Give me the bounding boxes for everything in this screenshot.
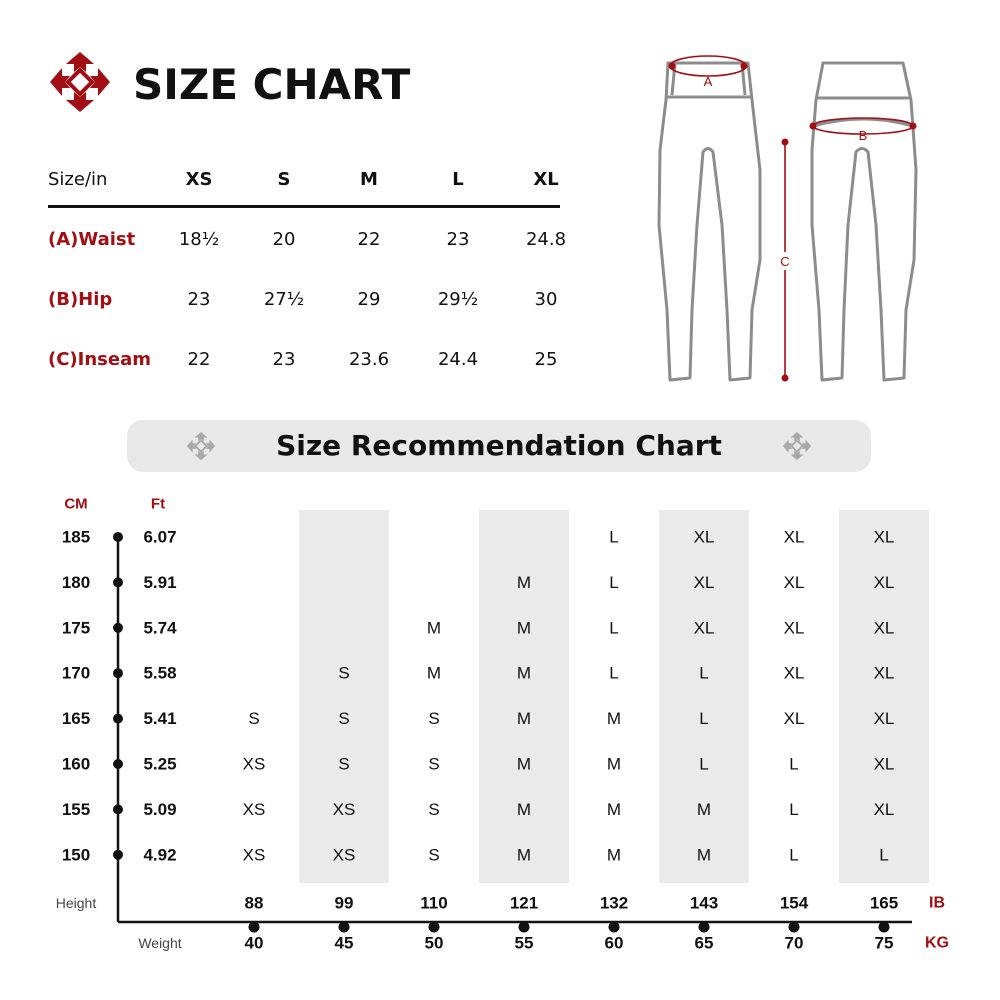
grid-size-cell: XL	[873, 709, 895, 729]
grid-size-cell: M	[696, 799, 712, 819]
table-cell: 29½	[437, 289, 479, 310]
grid-size-cell: XS	[242, 845, 266, 865]
label-c: C	[780, 254, 790, 269]
grid-size-cell: L	[609, 572, 619, 592]
height-tick-dot	[113, 714, 123, 724]
shaded-column	[659, 510, 749, 883]
row-label-waist: (A)Waist	[48, 229, 136, 250]
grid-size-cell: XS	[332, 799, 356, 819]
weight-lb-label: 110	[420, 893, 448, 913]
grid-size-cell: M	[516, 663, 532, 683]
height-cm-label: 150	[61, 845, 91, 865]
grid-size-cell: M	[516, 845, 532, 865]
four-arrow-star-logo-icon	[48, 50, 112, 114]
weight-tick-dot	[699, 922, 710, 933]
height-tick-dot	[113, 532, 123, 542]
weight-lb-label: 121	[509, 893, 539, 913]
height-tick-dot	[113, 804, 123, 814]
weight-lb-label: 99	[334, 893, 354, 913]
grid-size-cell: L	[699, 663, 709, 683]
weight-tick-dot	[339, 922, 350, 933]
height-cm-label: 160	[61, 754, 91, 774]
table-cell: 23.6	[348, 349, 390, 370]
weight-lb-label: 154	[779, 893, 809, 913]
leggings-front-view	[659, 63, 760, 380]
grid-size-cell: L	[699, 754, 709, 774]
weight-kg-label: 55	[514, 933, 534, 953]
size-header-xl: XL	[533, 169, 559, 190]
grid-size-cell: M	[516, 754, 532, 774]
height-ft-label: 5.41	[143, 709, 177, 729]
weight-tick-dot	[519, 922, 530, 933]
height-cm-label: 175	[61, 618, 91, 638]
weight-kg-label: 40	[244, 933, 264, 953]
height-ft-label: 5.25	[143, 754, 177, 774]
grid-size-cell: S	[338, 663, 350, 683]
grid-size-cell: XS	[332, 845, 356, 865]
height-ft-label: 4.92	[143, 845, 177, 865]
height-ft-label: 5.74	[143, 618, 177, 638]
grid-size-cell: XL	[873, 754, 895, 774]
grid-size-cell: M	[606, 709, 622, 729]
grid-size-cell: M	[606, 845, 622, 865]
grid-size-cell: M	[516, 799, 532, 819]
grid-size-cell: M	[516, 618, 532, 638]
height-ft-label: 5.58	[143, 663, 177, 683]
label-a: A	[703, 74, 713, 89]
table-cell: 30	[534, 289, 558, 310]
weight-tick-dot	[609, 922, 620, 933]
recommendation-title: Size Recommendation Chart	[276, 429, 722, 462]
height-ft-label: 5.91	[143, 572, 177, 592]
grid-size-cell: XL	[693, 527, 715, 547]
size-header-s: S	[277, 169, 291, 190]
height-cm-label: 185	[61, 527, 91, 547]
size-recommendation-chart	[0, 490, 1000, 970]
waist-measure-a	[669, 56, 748, 89]
weight-lb-label: 165	[869, 893, 899, 913]
table-cell: 23	[272, 349, 296, 370]
cm-header: CM	[64, 495, 88, 513]
grid-size-cell: XL	[873, 799, 895, 819]
kg-unit-label: KG	[925, 934, 949, 952]
size-header-m: M	[360, 169, 378, 190]
table-cell: 24.8	[525, 229, 567, 250]
table-divider	[48, 205, 560, 208]
weight-tick-dot	[249, 922, 260, 933]
grid-size-cell: S	[248, 709, 260, 729]
table-cell: 18½	[178, 229, 220, 250]
grid-size-cell: M	[516, 709, 532, 729]
table-cell: 25	[534, 349, 558, 370]
height-cm-label: 165	[61, 709, 91, 729]
weight-lb-label: 132	[599, 893, 629, 913]
table-cell: 23	[187, 289, 211, 310]
height-tick-dot	[113, 577, 123, 587]
height-tick-dot	[113, 668, 123, 678]
height-axis-label: Height	[55, 895, 97, 911]
label-b: B	[858, 128, 868, 143]
shaded-column	[479, 510, 569, 883]
weight-tick-dot	[879, 922, 890, 933]
grid-size-cell: M	[516, 572, 532, 592]
height-tick-dot	[113, 850, 123, 860]
weight-lb-label: 88	[244, 893, 264, 913]
height-ft-label: 6.07	[143, 527, 177, 547]
grid-size-cell: XS	[242, 754, 266, 774]
height-cm-label: 180	[61, 572, 91, 592]
grid-size-cell: S	[338, 709, 350, 729]
grid-size-cell: S	[428, 709, 440, 729]
grid-size-cell: XL	[873, 663, 895, 683]
weight-tick-dot	[429, 922, 440, 933]
grid-size-cell: XL	[783, 709, 805, 729]
height-cm-label: 155	[61, 799, 91, 819]
weight-kg-label: 75	[874, 933, 894, 953]
grid-size-cell: XS	[242, 799, 266, 819]
shaded-column	[839, 510, 929, 883]
table-cell: 23	[446, 229, 470, 250]
table-cell: 29	[357, 289, 381, 310]
four-arrow-star-icon	[782, 431, 812, 461]
grid-size-cell: XL	[783, 663, 805, 683]
grid-size-cell: L	[699, 709, 709, 729]
height-tick-dot	[113, 759, 123, 769]
grid-size-cell: S	[338, 754, 350, 774]
weight-kg-label: 65	[694, 933, 714, 953]
leggings-measurement-diagram	[640, 40, 960, 400]
grid-size-cell: L	[609, 663, 619, 683]
leggings-back-view	[812, 63, 916, 380]
table-cell: 24.4	[437, 349, 479, 370]
grid-size-cell: M	[606, 754, 622, 774]
grid-size-cell: M	[696, 845, 712, 865]
grid-size-cell: L	[789, 845, 799, 865]
grid-size-cell: XL	[783, 618, 805, 638]
table-cell: 20	[272, 229, 296, 250]
grid-size-cell: XL	[783, 572, 805, 592]
grid-size-cell: XL	[873, 527, 895, 547]
grid-size-cell: XL	[873, 618, 895, 638]
row-label-hip: (B)Hip	[48, 289, 113, 310]
grid-size-cell: L	[609, 618, 619, 638]
page-title: SIZE CHART	[133, 60, 411, 109]
grid-size-cell: L	[789, 754, 799, 774]
lb-unit-label: IB	[929, 894, 945, 912]
table-cell: 22	[357, 229, 381, 250]
weight-lb-label: 143	[689, 893, 719, 913]
grid-size-cell: S	[428, 799, 440, 819]
grid-size-cell: S	[428, 754, 440, 774]
grid-size-cell: L	[879, 845, 889, 865]
height-tick-dot	[113, 623, 123, 633]
row-label-inseam: (C)Inseam	[48, 349, 151, 370]
weight-tick-dot	[789, 922, 800, 933]
height-cm-label: 170	[61, 663, 91, 683]
grid-size-cell: XL	[873, 572, 895, 592]
size-header-xs: XS	[185, 169, 213, 190]
weight-kg-label: 50	[424, 933, 444, 953]
grid-size-cell: L	[609, 527, 619, 547]
grid-size-cell: L	[789, 799, 799, 819]
weight-axis-label: Weight	[138, 935, 182, 951]
grid-size-cell: M	[606, 799, 622, 819]
grid-size-cell: XL	[783, 527, 805, 547]
shaded-column	[299, 510, 389, 883]
size-corner-label: Size/in	[48, 169, 108, 190]
grid-size-cell: M	[426, 618, 442, 638]
weight-kg-label: 45	[334, 933, 354, 953]
table-cell: 27½	[263, 289, 305, 310]
ft-header: Ft	[150, 495, 166, 513]
height-ft-label: 5.09	[143, 799, 177, 819]
table-cell: 22	[187, 349, 211, 370]
grid-size-cell: XL	[693, 618, 715, 638]
size-header-l: L	[452, 169, 464, 190]
inseam-measure-c	[776, 139, 794, 382]
weight-kg-label: 70	[784, 933, 804, 953]
weight-kg-label: 60	[604, 933, 624, 953]
grid-size-cell: S	[428, 845, 440, 865]
grid-size-cell: M	[426, 663, 442, 683]
grid-size-cell: XL	[693, 572, 715, 592]
